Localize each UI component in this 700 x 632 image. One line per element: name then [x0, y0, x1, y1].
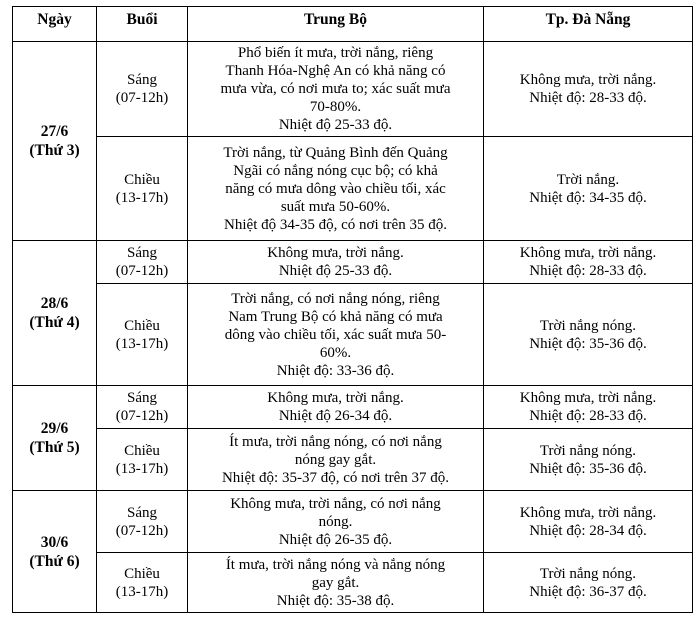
session-cell — [97, 42, 188, 137]
danang-forecast: Trời nắng nóng. Nhiệt độ: 36-37 độ. — [484, 553, 693, 613]
session-cell — [97, 137, 188, 241]
session-time: (07-12h) — [115, 263, 169, 279]
session-time: (13-17h) — [115, 335, 169, 352]
day-date: 30/6 — [40, 533, 69, 551]
table-row — [13, 491, 693, 553]
session-name: Chiều — [124, 317, 160, 334]
danang-forecast: Không mưa, trời nắng. Nhiệt độ: 28-33 độ. — [484, 42, 693, 137]
table-row — [13, 284, 693, 386]
header-central: Trung Bộ — [188, 7, 484, 42]
central-forecast: Phổ biến ít mưa, trời nắng, riêng Thanh Hóa-Nghệ An có khả năng có mưa vừa, có nơi mưa to; xác suất mưa 70-80%. Nhiệt độ 25-33 độ. — [188, 42, 484, 137]
day-date: 28/6 — [40, 295, 69, 312]
header-session: Buổi — [97, 7, 188, 42]
danang-forecast: Trời nắng. Nhiệt độ: 34-35 độ. — [484, 137, 693, 241]
table-row — [13, 241, 693, 284]
danang-forecast: Trời nắng nóng. Nhiệt độ: 35-36 độ. — [484, 284, 693, 386]
day-weekday: (Thứ 3) — [29, 142, 80, 159]
central-forecast: Không mưa, trời nắng, có nơi nắng nóng. Nhiệt độ 26-35 độ. — [188, 491, 484, 553]
day-weekday: (Thứ 5) — [29, 439, 80, 456]
danang-forecast: Không mưa, trời nắng. Nhiệt độ: 28-34 độ. — [484, 491, 693, 553]
session-name: Chiều — [124, 565, 160, 582]
session-cell — [97, 284, 188, 386]
table-row — [13, 386, 693, 429]
header-danang: Tp. Đà Nẵng — [484, 7, 693, 42]
session-time: (07-12h) — [115, 90, 169, 106]
danang-forecast: Không mưa, trời nắng. Nhiệt độ: 28-33 độ. — [484, 386, 693, 429]
weather-forecast-table — [12, 6, 693, 613]
central-forecast: Không mưa, trời nắng. Nhiệt độ 26-34 độ. — [188, 386, 484, 429]
central-forecast: Trời nắng, từ Quảng Bình đến Quảng Ngãi có nắng nóng cục bộ; có khả năng có mưa dông vào chiều tối, xác suất mưa 50-60%. Nhiệt độ 34-35 độ, có nơi trên 35 độ. — [188, 137, 484, 241]
table-row — [13, 42, 693, 137]
day-date: 29/6 — [40, 420, 69, 437]
session-time: (13-17h) — [115, 583, 169, 600]
session-cell — [97, 553, 188, 613]
header-day: Ngày — [13, 7, 97, 42]
session-time: (07-12h) — [115, 522, 169, 539]
day-cell — [13, 42, 97, 241]
day-cell — [13, 386, 97, 491]
session-cell — [97, 386, 188, 429]
danang-forecast: Trời nắng nóng. Nhiệt độ: 35-36 độ. — [484, 429, 693, 491]
session-time: (13-17h) — [115, 460, 169, 477]
day-cell — [13, 241, 97, 386]
session-name: Chiều — [124, 442, 160, 459]
day-cell — [13, 491, 97, 613]
session-name: Sáng — [127, 390, 157, 406]
table-row — [13, 137, 693, 241]
session-time: (13-17h) — [115, 189, 169, 206]
central-forecast: Không mưa, trời nắng. Nhiệt độ 25-33 độ. — [188, 241, 484, 284]
central-forecast: Ít mưa, trời nắng nóng và nắng nóng gay gắt. Nhiệt độ: 35-38 độ. — [188, 553, 484, 613]
header-row — [13, 7, 693, 42]
day-weekday: (Thứ 4) — [29, 314, 80, 331]
session-name: Chiều — [124, 171, 160, 188]
session-name: Sáng — [127, 72, 157, 88]
session-name: Sáng — [127, 245, 157, 261]
central-forecast: Trời nắng, có nơi nắng nóng, riêng Nam Trung Bộ có khả năng có mưa dông vào chiều tối, xác suất mưa 50- 60%. Nhiệt độ: 33-36 độ. — [188, 284, 484, 386]
danang-forecast: Không mưa, trời nắng. Nhiệt độ: 28-33 độ. — [484, 241, 693, 284]
central-forecast: Ít mưa, trời nắng nóng, có nơi nắng nóng gay gắt. Nhiệt độ: 35-37 độ, có nơi trên 37 độ. — [188, 429, 484, 491]
day-weekday: (Thứ 6) — [29, 552, 80, 570]
session-name: Sáng — [127, 504, 157, 521]
session-time: (07-12h) — [115, 408, 169, 424]
table-row — [13, 553, 693, 613]
session-cell — [97, 429, 188, 491]
session-cell — [97, 241, 188, 284]
session-cell — [97, 491, 188, 553]
table-row — [13, 429, 693, 491]
day-date: 27/6 — [40, 123, 69, 140]
